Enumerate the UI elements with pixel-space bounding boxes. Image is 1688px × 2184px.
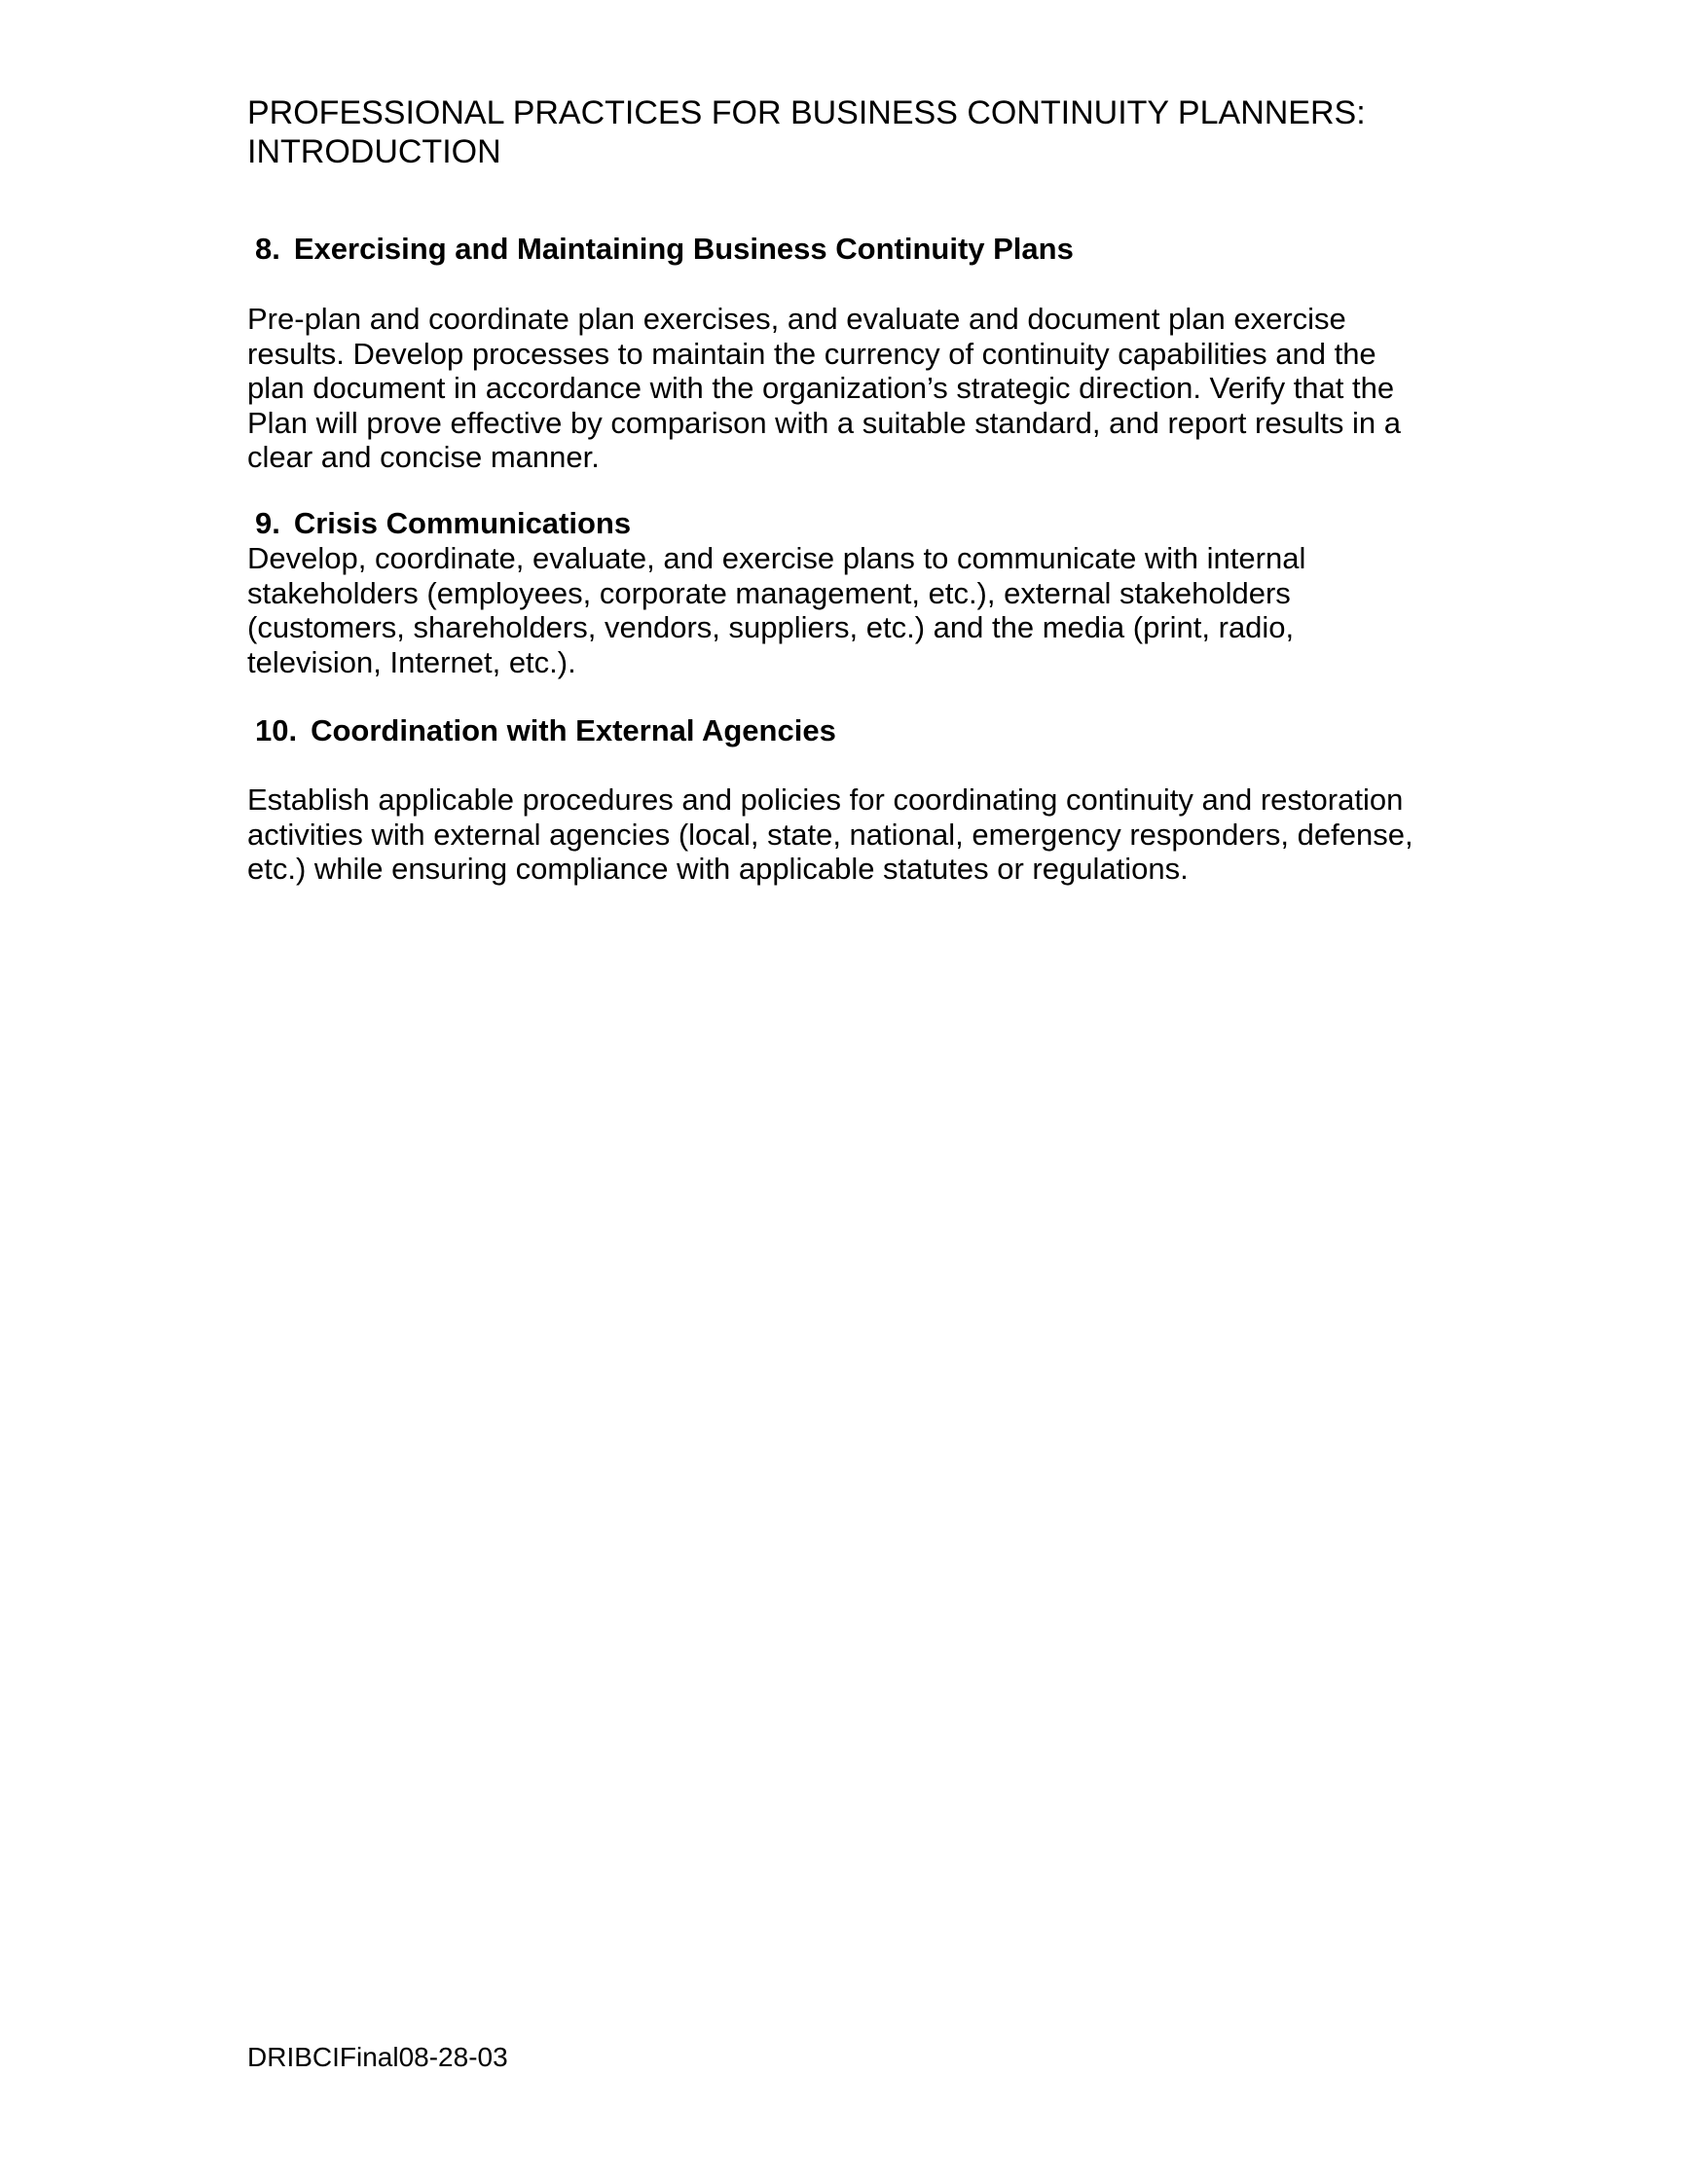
- section-8-line: results. Develop processes to maintain the currency of continuity capabilities and the: [247, 336, 1376, 371]
- section-10-line: etc.) while ensuring compliance with applicable statutes or regulations.: [247, 852, 1189, 886]
- section-8-line: Plan will prove effective by comparison with a suitable standard, and report results in a: [247, 405, 1401, 440]
- document-page: [247, 0, 1454, 2184]
- section-10-title: Coordination with External Agencies: [311, 713, 836, 747]
- section-8-heading: [255, 232, 1074, 267]
- section-10-number: 10.: [255, 713, 298, 747]
- section-10-line: activities with external agencies (local, state, national, emergency responders, defense,: [247, 817, 1413, 852]
- section-9-line: television, Internet, etc.).: [247, 644, 576, 679]
- document-title: [247, 93, 1454, 171]
- section-8-line: plan document in accordance with the organization’s strategic direction. Verify that the: [247, 371, 1395, 405]
- section-9-number: 9.: [255, 506, 280, 540]
- section-8-line: Pre-plan and coordinate plan exercises, and evaluate and document plan exercise: [247, 302, 1346, 336]
- document-title-line-2: INTRODUCTION: [247, 133, 501, 170]
- footer-document-id: DRIBCIFinal08-28-03: [247, 2042, 508, 2072]
- section-8-title: Exercising and Maintaining Business Continuity Plans: [293, 232, 1074, 266]
- section-9-heading: [255, 506, 631, 541]
- section-9-line: stakeholders (employees, corporate management, etc.), external stakeholders: [247, 575, 1291, 610]
- section-9-line: (customers, shareholders, vendors, suppliers, etc.) and the media (print, radio,: [247, 610, 1295, 644]
- section-8-line: clear and concise manner.: [247, 440, 600, 474]
- section-10-heading: [255, 713, 836, 748]
- section-9-line: Develop, coordinate, evaluate, and exercise plans to communicate with internal: [247, 541, 1306, 575]
- section-9-title: Crisis Communications: [293, 506, 632, 540]
- section-8-number: 8.: [255, 232, 280, 266]
- section-10-line: Establish applicable procedures and policies for coordinating continuity and restoration: [247, 783, 1404, 817]
- section-10-paragraph: [247, 783, 1454, 887]
- document-title-line-1: PROFESSIONAL PRACTICES FOR BUSINESS CONTINUITY PLANNERS:: [247, 94, 1366, 131]
- section-8-paragraph: [247, 302, 1454, 475]
- section-9-paragraph: [247, 541, 1454, 679]
